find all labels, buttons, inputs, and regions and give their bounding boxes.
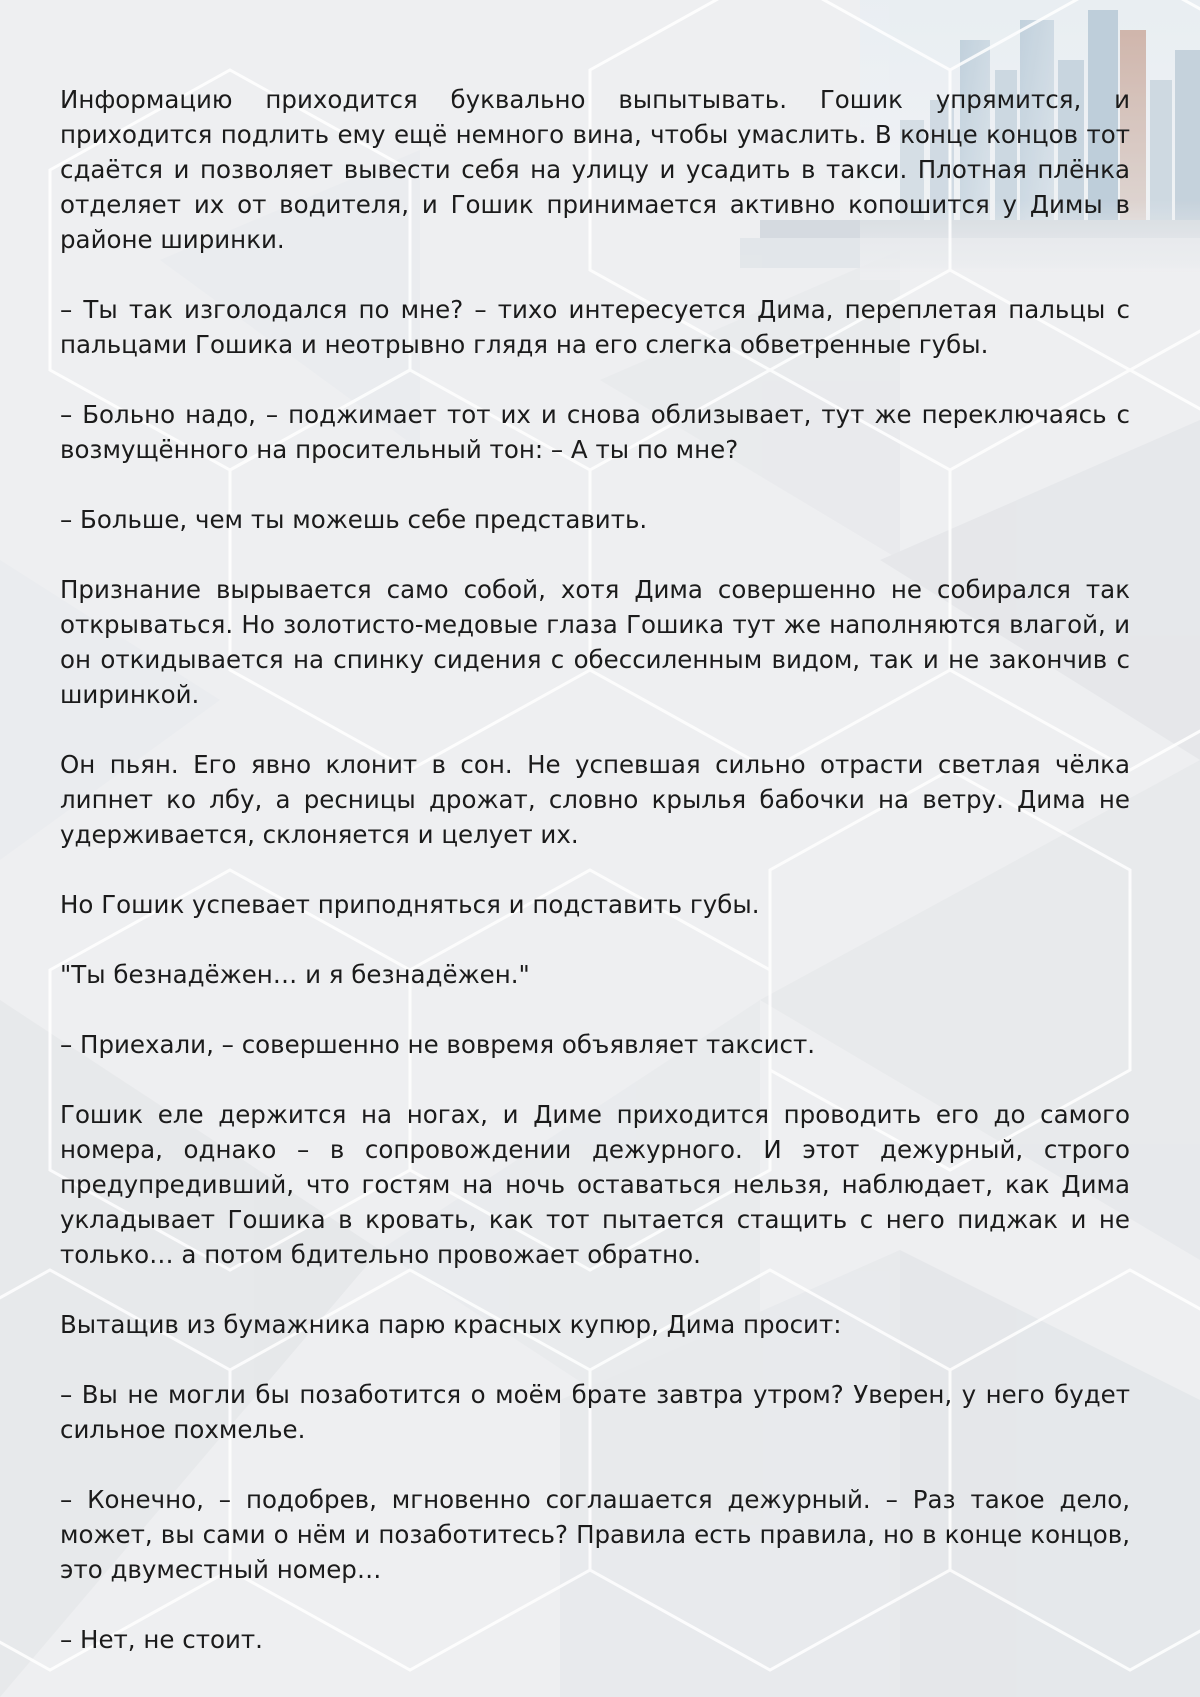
paragraph: – Больше, чем ты можешь себе представить.	[60, 505, 648, 534]
paragraph: – Конечно, – подобрев, мгновенно соглашается дежурный. – Раз такое дело, может, вы сами о нём и позаботитесь? Правила есть правила, но в конце концов, это двуместный номер…	[60, 1485, 1130, 1584]
paragraph: Признание вырывается само собой, хотя Дима совершенно не собирался так открываться. Но золотисто-медовые глаза Гошика тут же наполняются влагой, и он откидывается на спинку сидения с обессиленным видом, так и не закончив с ширинкой.	[60, 575, 1130, 709]
paragraph: "Ты безнадёжен… и я безнадёжен."	[60, 960, 530, 989]
paragraph: – Ты так изголодался по мне? – тихо интересуется Дима, переплетая пальцы с пальцами Гошика и неотрывно глядя на его слегка обветренные губы.	[60, 295, 1130, 359]
paragraph: Но Гошик успевает приподняться и подставить губы.	[60, 890, 760, 919]
document-body	[60, 82, 1130, 1692]
paragraph: Он пьян. Его явно клонит в сон. Не успевшая сильно отрасти светлая чёлка липнет ко лбу, а ресницы дрожат, словно крылья бабочки на ветру. Дима не удерживается, склоняется и целует их.	[60, 750, 1130, 849]
paragraph: Вытащив из бумажника парю красных купюр, Дима просит:	[60, 1310, 842, 1339]
paragraph: Гошик еле держится на ногах, и Диме приходится проводить его до самого номера, однако – в сопровождении дежурного. И этот дежурный, строго предупредивший, что гостям на ночь оставаться нельзя, наблюдает, как Дима укладывает Гошика в кровать, как тот пытается стащить с него пиджак и не только… а потом бдительно провожает обратно.	[60, 1100, 1130, 1269]
paragraph: – Вы не могли бы позаботится о моём брате завтра утром? Уверен, у него будет сильное похмелье.	[60, 1380, 1130, 1444]
paragraph: – Приехали, – совершенно не вовремя объявляет таксист.	[60, 1030, 816, 1059]
paragraph: – Нет, не стоит.	[60, 1625, 263, 1654]
paragraph: – Больно надо, – поджимает тот их и снова облизывает, тут же переключаясь с возмущённого на просительный тон: – А ты по мне?	[60, 400, 1130, 464]
paragraph: Информацию приходится буквально выпытывать. Гошик упрямится, и приходится подлить ему ещё немного вина, чтобы умаслить. В конце концов тот сдаётся и позволяет вывести себя на улицу и усадить в такси. Плотная плёнка отделяет их от водителя, и Гошик принимается активно копошится у Димы в районе ширинки.	[60, 85, 1130, 254]
